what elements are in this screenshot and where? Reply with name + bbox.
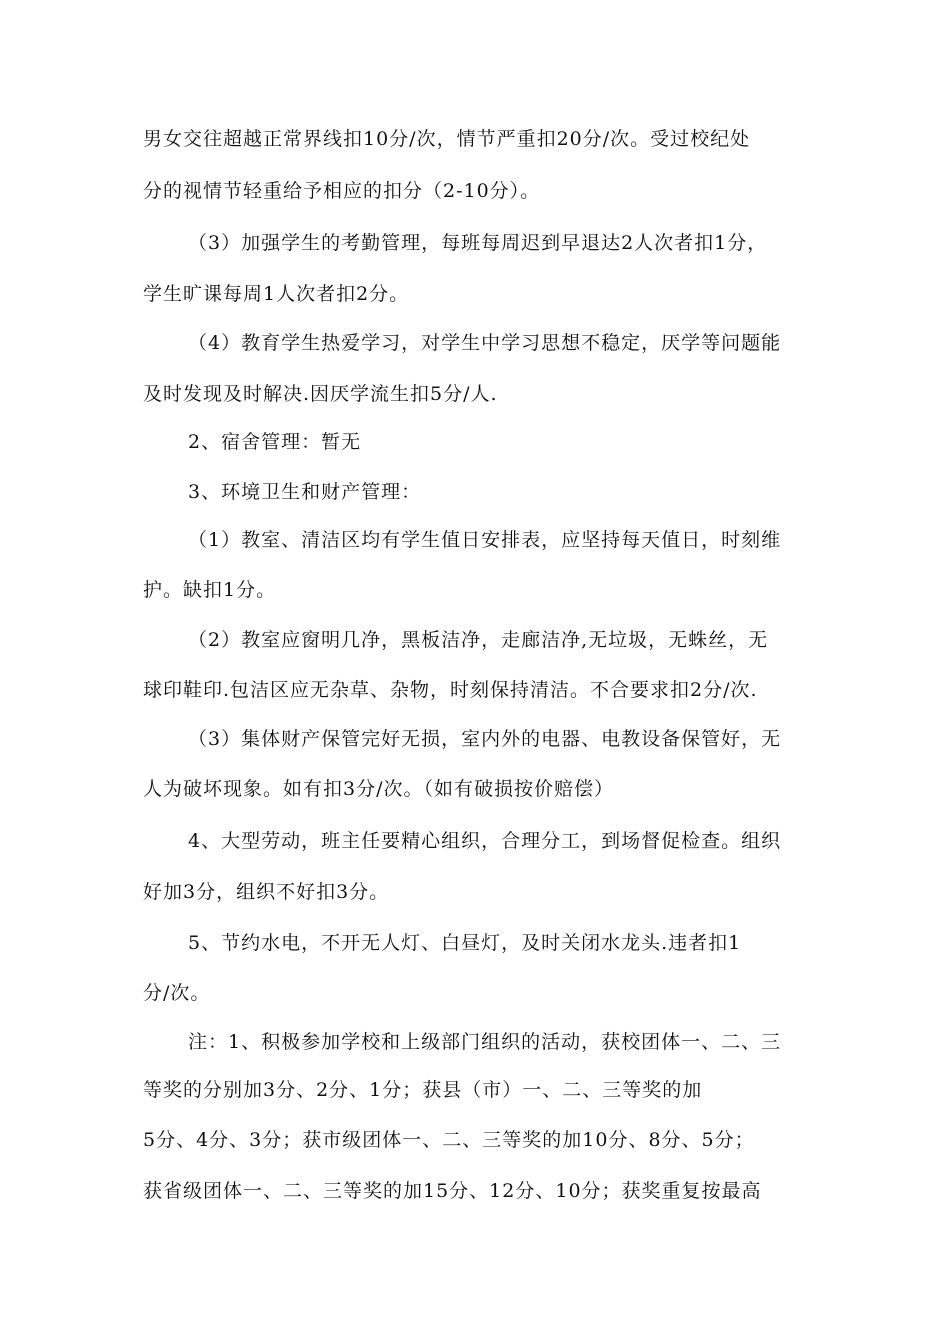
text-line: 分的视情节轻重给予相应的扣分（2-10分）。 bbox=[143, 180, 541, 202]
text-line: 4、大型劳动，班主任要精心组织，合理分工，到场督促检查。组织 bbox=[188, 830, 782, 852]
text-line: 护。缺扣1分。 bbox=[143, 579, 277, 601]
text-line: 学生旷课每周1人次者扣2分。 bbox=[143, 283, 410, 305]
text-line: （4）教育学生热爱学习，对学生中学习思想不稳定，厌学等问题能 bbox=[188, 332, 782, 354]
text-line: （3）加强学生的考勤管理，每班每周迟到早退达2人次者扣1分， bbox=[188, 232, 768, 254]
text-line: （2）教室应窗明几净，黑板洁净，走廊洁净,无垃圾，无蛛丝，无 bbox=[188, 629, 769, 651]
text-line: 5分、4分、3分；获市级团体一、二、三等奖的加10分、8分、5分； bbox=[143, 1129, 755, 1151]
text-line: （1）教室、清洁区均有学生值日安排表，应坚持每天值日，时刻维 bbox=[188, 529, 782, 551]
text-line: 5、节约水电，不开无人灯、白昼灯，及时关闭水龙头.违者扣1 bbox=[188, 932, 742, 954]
text-line: 等奖的分别加3分、2分、1分；获县（市）一、二、三等奖的加 bbox=[143, 1079, 703, 1101]
text-line: 获省级团体一、二、三等奖的加15分、12分、10分；获奖重复按最高 bbox=[143, 1180, 762, 1202]
text-line: 注：1、积极参加学校和上级部门组织的活动，获校团体一、二、三 bbox=[188, 1031, 782, 1053]
text-line: 人为破坏现象。如有扣3分/次。（如有破损按价赔偿） bbox=[143, 778, 614, 800]
text-line: 及时发现及时解决.因厌学流生扣5分/人. bbox=[143, 383, 498, 405]
text-line: 男女交往超越正常界线扣10分/次，情节严重扣20分/次。受过校纪处 bbox=[143, 128, 751, 150]
text-line: 3、环境卫生和财产管理： bbox=[188, 481, 422, 503]
text-line: 2、宿舍管理：暂无 bbox=[188, 431, 362, 453]
text-line: 好加3分，组织不好扣3分。 bbox=[143, 881, 390, 903]
text-line: 分/次。 bbox=[143, 982, 211, 1004]
text-line: （3）集体财产保管完好无损，室内外的电器、电教设备保管好，无 bbox=[188, 728, 782, 750]
text-line: 球印鞋印.包洁区应无杂草、杂物，时刻保持清洁。不合要求扣2分/次. bbox=[143, 679, 758, 701]
